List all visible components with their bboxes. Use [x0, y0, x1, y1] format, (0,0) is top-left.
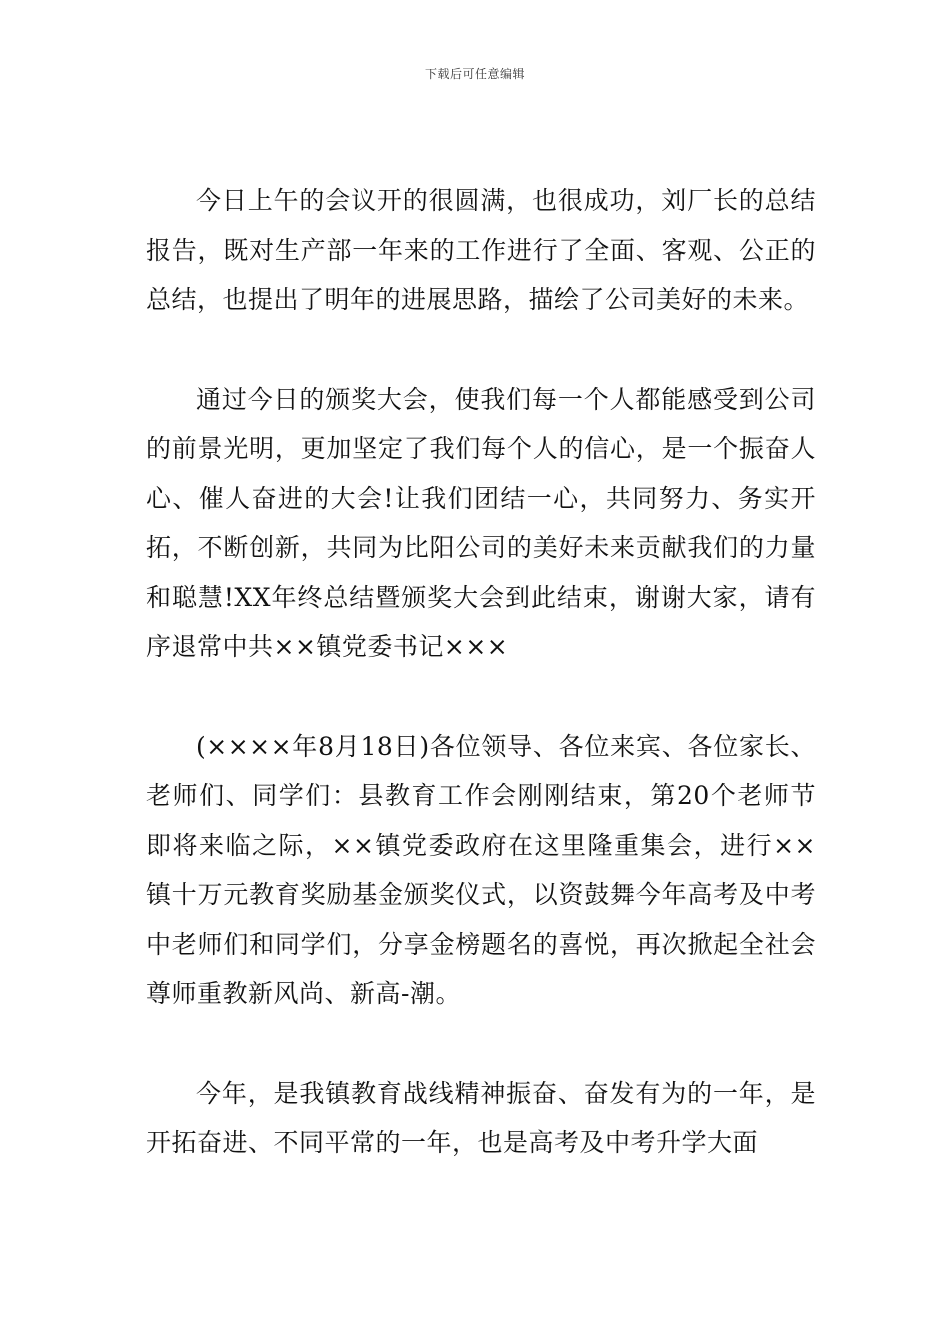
- page-header-note: 下载后可任意编辑: [424, 67, 525, 81]
- paragraph-2: 通过今日的颁奖大会，使我们每一个人都能感受到公司的前景光明，更加坚定了我们每个人的信心，是一个振奋人心、催人奋进的大会!让我们团结一心，共同努力、务实开拓，不断创新，共同为比阳公司的美好未来贡献我们的力量和聪慧!XX年终总结暨颁奖大会到此结束，谢谢大家，请有序退常中共××镇党委书记×××: [146, 384, 816, 661]
- paragraph-1: 今日上午的会议开的很圆满，也很成功，刘厂长的总结报告，既对生产部一年来的工作进行了全面、客观、公正的总结，也提出了明年的进展思路，描绘了公司美好的未来。: [146, 186, 816, 314]
- paragraph-4: 今年，是我镇教育战线精神振奋、奋发有为的一年，是开拓奋进、不同平常的一年，也是高考及中考升学大面: [146, 1078, 816, 1157]
- paragraph-3: (××××年8月18日)各位领导、各位来宾、各位家长、老师们、同学们：县教育工作会刚刚结束，第20个老师节即将来临之际，××镇党委政府在这里隆重集会，进行××镇十万元教育奖励基金颁奖仪式，以资鼓舞今年高考及中考中老师们和同学们，分享金榜题名的喜悦，再次掀起全社会尊师重教新风尚、新高-潮。: [146, 731, 816, 1008]
- document-body: [146, 176, 816, 1168]
